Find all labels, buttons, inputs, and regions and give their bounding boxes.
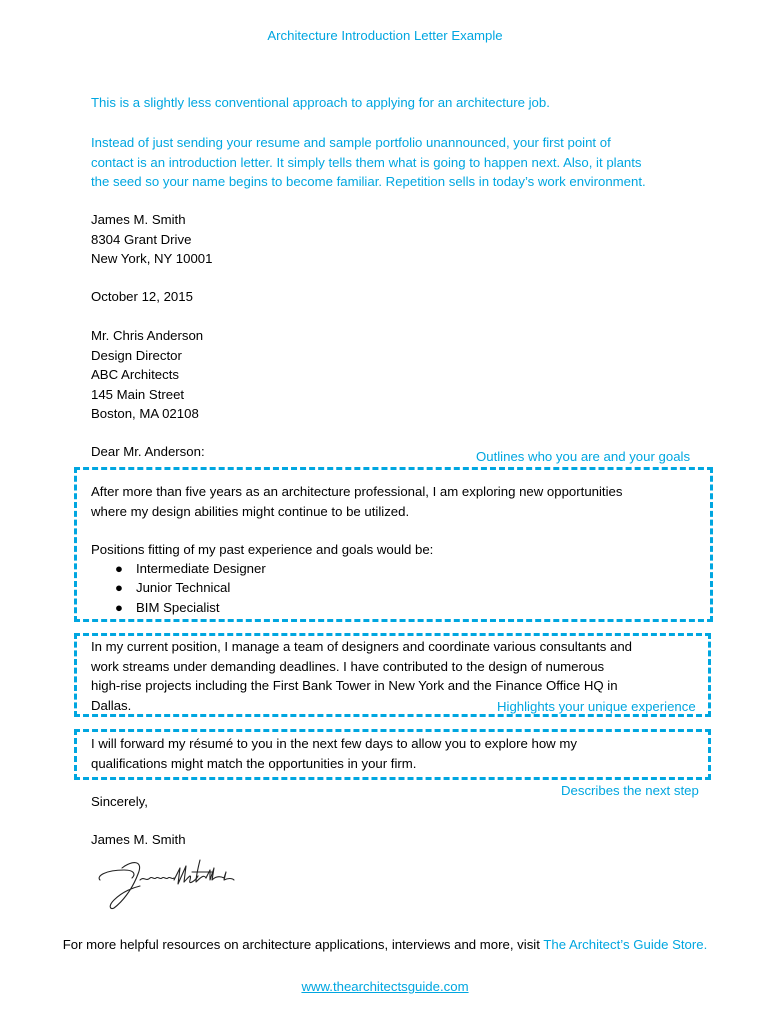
letter-date: October 12, 2015: [91, 289, 193, 304]
position-item: Intermediate Designer: [136, 561, 266, 576]
page-title: Architecture Introduction Letter Example: [267, 28, 503, 43]
recipient-city: Boston, MA 02108: [91, 406, 199, 421]
intro-line: the seed so your name begins to become familiar. Repetition sells in today’s work environment.: [91, 174, 646, 189]
body-line: After more than five years as an architecture professional, I am exploring new opportunities: [91, 484, 623, 499]
body-paragraph-1: [91, 482, 622, 521]
annotation-experience: Highlights your unique experience: [497, 699, 696, 714]
body-line: Dallas.: [91, 697, 132, 713]
recipient-company: ABC Architects: [91, 367, 179, 382]
sender-name: James M. Smith: [91, 212, 186, 227]
intro-paragraph-2: [91, 133, 646, 192]
footer-message: For more helpful resources on architecture applications, interviews and more, visit: [62, 937, 544, 952]
body-line: where my design abilities might continue to be utilized.: [91, 503, 410, 519]
sender-city: New York, NY 10001: [91, 251, 213, 266]
intro-line: contact is an introduction letter. It simply tells them what is going to happen next. Also, it plants: [91, 154, 642, 170]
annotation-next-step: Describes the next step: [561, 783, 699, 798]
salutation: Dear Mr. Anderson:: [91, 444, 205, 459]
store-link[interactable]: The Architect’s Guide Store.: [543, 937, 708, 952]
position-item: Junior Technical: [136, 580, 231, 595]
body-line: high-rise projects including the First Bank Tower in New York and the Finance Office HQ in: [91, 678, 618, 693]
handwritten-signature: [92, 850, 242, 912]
sender-address: [91, 210, 212, 269]
body-line: qualifications might match the opportunities in your firm.: [91, 755, 417, 771]
website-link[interactable]: www.thearchitectsguide.com: [301, 979, 469, 994]
body-line: In my current position, I manage a team of designers and coordinate various consultants and: [91, 639, 632, 654]
signature-name: James M. Smith: [91, 832, 186, 847]
intro-line: Instead of just sending your resume and sample portfolio unannounced, your first point of: [91, 135, 611, 150]
bullet-icon: ●: [115, 600, 123, 615]
bullet-icon: ●: [115, 561, 123, 576]
footer-text: [0, 937, 770, 952]
position-item: BIM Specialist: [136, 600, 220, 615]
closing: Sincerely,: [91, 794, 148, 809]
recipient-street: 145 Main Street: [91, 386, 185, 402]
sender-street: 8304 Grant Drive: [91, 231, 192, 247]
bullet-icon: ●: [115, 580, 123, 595]
body-line: work streams under demanding deadlines. I have contributed to the design of numerous: [91, 658, 605, 674]
positions-intro: Positions fitting of my past experience and goals would be:: [91, 542, 434, 557]
recipient-title: Design Director: [91, 347, 182, 363]
annotation-goals: Outlines who you are and your goals: [476, 449, 691, 464]
recipient-address: [91, 326, 203, 424]
footer-url-row: [0, 979, 770, 994]
intro-paragraph-1: This is a slightly less conventional approach to applying for an architecture job.: [91, 95, 550, 110]
body-line: I will forward my résumé to you in the next few days to allow you to explore how my: [91, 736, 577, 751]
body-paragraph-3: [91, 734, 577, 773]
recipient-name: Mr. Chris Anderson: [91, 328, 204, 343]
